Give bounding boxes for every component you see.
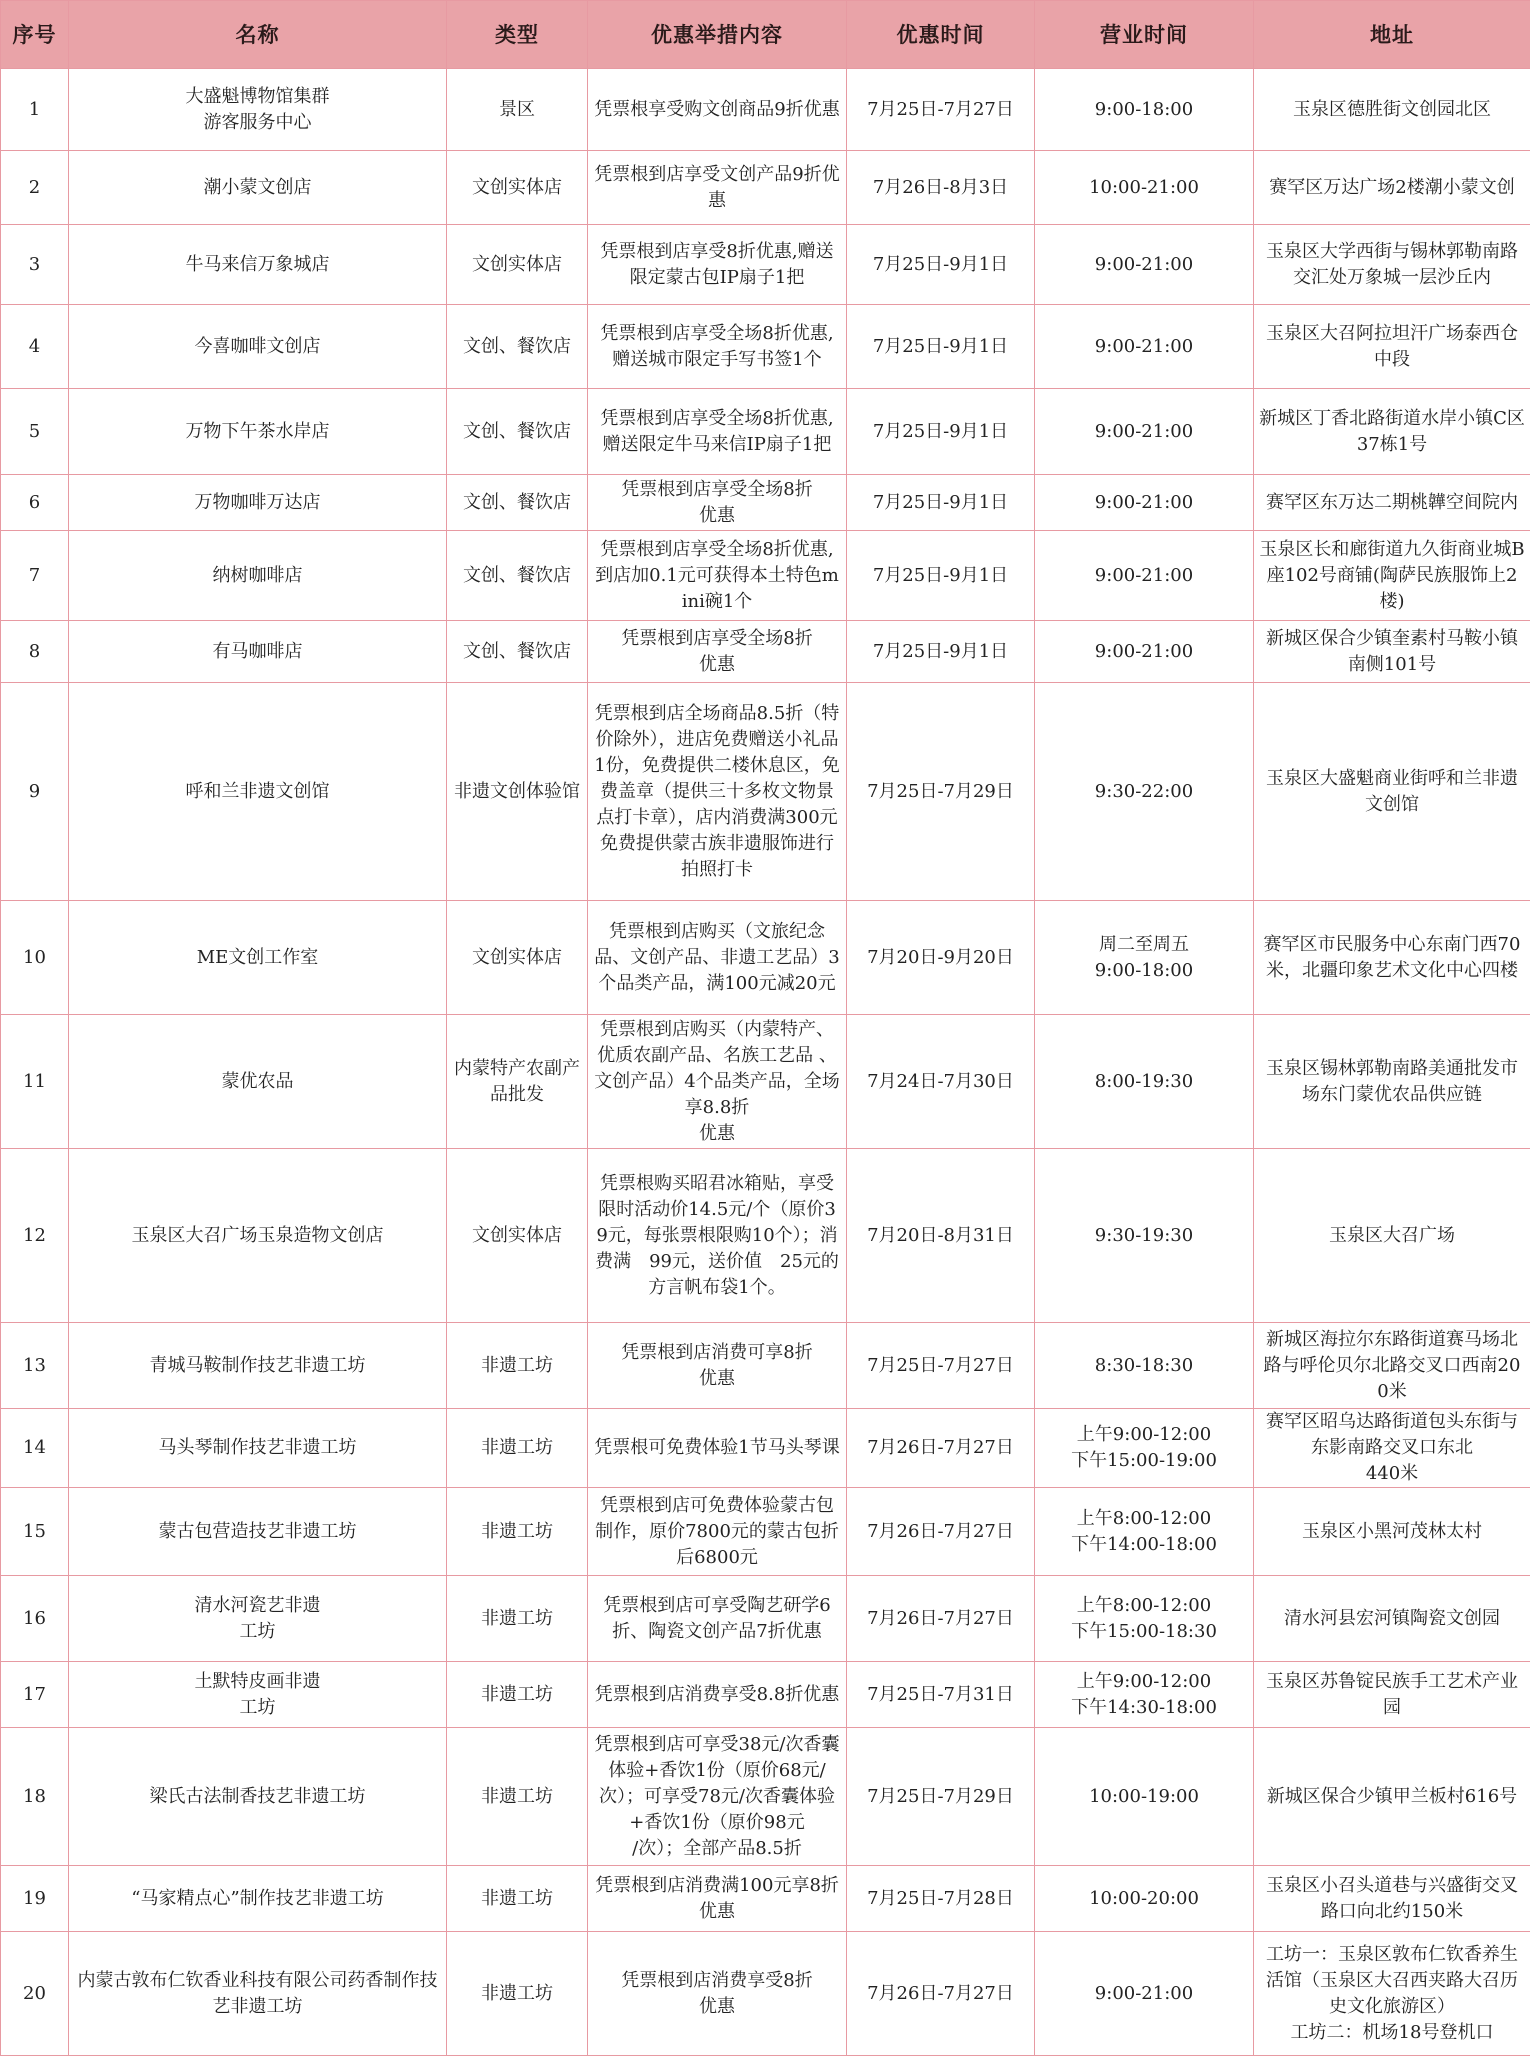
cell-id: 1	[1, 69, 69, 151]
cell-period: 7月25日-7月29日	[847, 683, 1035, 901]
cell-id: 9	[1, 683, 69, 901]
cell-address: 赛罕区市民服务中心东南门西70米，北疆印象艺术文化中心四楼	[1254, 901, 1530, 1015]
cell-type: 景区	[447, 69, 588, 151]
cell-type: 文创实体店	[447, 225, 588, 305]
cell-id: 13	[1, 1323, 69, 1409]
table-row	[1, 1576, 1530, 1662]
cell-address: 玉泉区苏鲁锭民族手工艺术产业园	[1254, 1662, 1530, 1728]
cell-period: 7月24日-7月30日	[847, 1015, 1035, 1149]
table-row	[1, 1323, 1530, 1409]
cell-id: 16	[1, 1576, 69, 1662]
cell-type: 非遗工坊	[447, 1323, 588, 1409]
table-row	[1, 1728, 1530, 1866]
cell-offer: 凭票根到店享受文创产品9折优惠	[588, 151, 847, 225]
cell-period: 7月25日-9月1日	[847, 305, 1035, 389]
cell-id: 14	[1, 1409, 69, 1488]
cell-type: 非遗工坊	[447, 1488, 588, 1576]
table-row	[1, 1932, 1530, 2056]
cell-offer: 凭票根到店享受8折优惠,赠送限定蒙古包IP扇子1把	[588, 225, 847, 305]
cell-address: 新城区保合少镇甲兰板村616号	[1254, 1728, 1530, 1866]
cell-hours: 8:30-18:30	[1035, 1323, 1254, 1409]
cell-type: 非遗工坊	[447, 1866, 588, 1932]
cell-id: 6	[1, 475, 69, 531]
cell-offer: 凭票根到店消费满100元享8折优惠	[588, 1866, 847, 1932]
cell-hours: 10:00-21:00	[1035, 151, 1254, 225]
cell-name: ME文创工作室	[69, 901, 447, 1015]
cell-type: 内蒙特产农副产品批发	[447, 1015, 588, 1149]
cell-period: 7月25日-7月27日	[847, 1323, 1035, 1409]
table-row	[1, 1662, 1530, 1728]
cell-type: 文创、餐饮店	[447, 531, 588, 621]
cell-id: 5	[1, 389, 69, 475]
cell-hours: 上午8:00-12:00 下午14:00-18:00	[1035, 1488, 1254, 1576]
cell-offer: 凭票根到店享受全场8折 优惠	[588, 475, 847, 531]
cell-period: 7月25日-7月31日	[847, 1662, 1035, 1728]
cell-id: 3	[1, 225, 69, 305]
cell-name: 牛马来信万象城店	[69, 225, 447, 305]
cell-hours: 9:00-21:00	[1035, 305, 1254, 389]
table-row	[1, 225, 1530, 305]
cell-hours: 9:30-22:00	[1035, 683, 1254, 901]
cell-id: 7	[1, 531, 69, 621]
cell-period: 7月25日-9月1日	[847, 225, 1035, 305]
cell-type: 文创、餐饮店	[447, 389, 588, 475]
cell-name: 蒙优农品	[69, 1015, 447, 1149]
cell-address: 新城区海拉尔东路街道赛马场北路与呼伦贝尔北路交叉口西南200米	[1254, 1323, 1530, 1409]
cell-period: 7月25日-7月28日	[847, 1866, 1035, 1932]
cell-period: 7月25日-7月27日	[847, 69, 1035, 151]
cell-type: 文创、餐饮店	[447, 621, 588, 683]
cell-period: 7月26日-7月27日	[847, 1576, 1035, 1662]
header-name: 名称	[69, 1, 447, 69]
cell-name: 万物咖啡万达店	[69, 475, 447, 531]
cell-period: 7月25日-9月1日	[847, 531, 1035, 621]
cell-offer: 凭票根到店消费享受8折 优惠	[588, 1932, 847, 2056]
cell-address: 赛罕区东万达二期桃韡空间院内	[1254, 475, 1530, 531]
cell-name: 玉泉区大召广场玉泉造物文创店	[69, 1149, 447, 1323]
cell-type: 文创、餐饮店	[447, 475, 588, 531]
cell-address: 玉泉区大盛魁商业街呼和兰非遗文创馆	[1254, 683, 1530, 901]
cell-hours: 9:00-21:00	[1035, 225, 1254, 305]
cell-offer: 凭票根到店可享受38元/次香囊体验+香饮1份（原价68元/次）；可享受78元/次香囊体验+香饮1份（原价98元 /次）；全部产品8.5折	[588, 1728, 847, 1866]
cell-hours: 上午9:00-12:00 下午15:00-19:00	[1035, 1409, 1254, 1488]
cell-hours: 9:00-21:00	[1035, 389, 1254, 475]
cell-id: 18	[1, 1728, 69, 1866]
cell-type: 非遗工坊	[447, 1662, 588, 1728]
cell-offer: 凭票根到店享受全场8折优惠,赠送城市限定手写书签1个	[588, 305, 847, 389]
cell-name: 有马咖啡店	[69, 621, 447, 683]
cell-offer: 凭票根到店消费可享8折 优惠	[588, 1323, 847, 1409]
cell-offer: 凭票根可免费体验1节马头琴课	[588, 1409, 847, 1488]
table-row	[1, 901, 1530, 1015]
cell-type: 文创实体店	[447, 1149, 588, 1323]
cell-hours: 9:00-21:00	[1035, 1932, 1254, 2056]
cell-offer: 凭票根到店购买（文旅纪念品、文创产品、非遗工艺品）3个品类产品，满100元减20元	[588, 901, 847, 1015]
cell-address: 玉泉区小召头道巷与兴盛街交叉路口向北约150米	[1254, 1866, 1530, 1932]
cell-hours: 9:00-21:00	[1035, 531, 1254, 621]
cell-id: 10	[1, 901, 69, 1015]
cell-address: 工坊一：玉泉区敦布仁钦香养生活馆（玉泉区大召西夹路大召历史文化旅游区） 工坊二：机场18号登机口	[1254, 1932, 1530, 2056]
cell-address: 赛罕区万达广场2楼潮小蒙文创	[1254, 151, 1530, 225]
cell-address: 赛罕区昭乌达路街道包头东街与东影南路交叉口东北 440米	[1254, 1409, 1530, 1488]
header-offer: 优惠举措内容	[588, 1, 847, 69]
cell-name: 纳树咖啡店	[69, 531, 447, 621]
cell-name: 内蒙古敦布仁钦香业科技有限公司药香制作技艺非遗工坊	[69, 1932, 447, 2056]
cell-name: 万物下午茶水岸店	[69, 389, 447, 475]
cell-address: 玉泉区锡林郭勒南路美通批发市场东门蒙优农品供应链	[1254, 1015, 1530, 1149]
cell-period: 7月25日-9月1日	[847, 389, 1035, 475]
cell-offer: 凭票根到店享受全场8折 优惠	[588, 621, 847, 683]
cell-address: 新城区保合少镇奎素村马鞍小镇南侧101号	[1254, 621, 1530, 683]
cell-id: 20	[1, 1932, 69, 2056]
cell-offer: 凭票根到店购买（内蒙特产、优质农副产品、名族工艺品 、文创产品）4个品类产品，全场享8.8折 优惠	[588, 1015, 847, 1149]
cell-name: 潮小蒙文创店	[69, 151, 447, 225]
cell-period: 7月25日-9月1日	[847, 621, 1035, 683]
cell-hours: 8:00-19:30	[1035, 1015, 1254, 1149]
cell-offer: 凭票根到店消费享受8.8折优惠	[588, 1662, 847, 1728]
cell-hours: 9:00-18:00	[1035, 69, 1254, 151]
cell-period: 7月26日-7月27日	[847, 1488, 1035, 1576]
cell-name: 今喜咖啡文创店	[69, 305, 447, 389]
cell-type: 非遗工坊	[447, 1728, 588, 1866]
cell-type: 非遗工坊	[447, 1576, 588, 1662]
table-row	[1, 1866, 1530, 1932]
cell-id: 2	[1, 151, 69, 225]
table-row	[1, 69, 1530, 151]
table-row	[1, 389, 1530, 475]
cell-address: 玉泉区长和廊街道九久街商业城B座102号商铺(陶萨民族服饰上2楼)	[1254, 531, 1530, 621]
table-row	[1, 475, 1530, 531]
cell-hours: 10:00-20:00	[1035, 1866, 1254, 1932]
table-row	[1, 1149, 1530, 1323]
cell-period: 7月20日-9月20日	[847, 901, 1035, 1015]
cell-hours: 9:30-19:30	[1035, 1149, 1254, 1323]
cell-offer: 凭票根到店可享受陶艺研学6折、陶瓷文创产品7折优惠	[588, 1576, 847, 1662]
cell-hours: 上午8:00-12:00 下午15:00-18:30	[1035, 1576, 1254, 1662]
cell-offer: 凭票根到店享受全场8折优惠,赠送限定牛马来信IP扇子1把	[588, 389, 847, 475]
cell-type: 文创实体店	[447, 901, 588, 1015]
table-row	[1, 531, 1530, 621]
cell-period: 7月25日-7月29日	[847, 1728, 1035, 1866]
cell-id: 11	[1, 1015, 69, 1149]
cell-period: 7月26日-8月3日	[847, 151, 1035, 225]
cell-period: 7月20日-8月31日	[847, 1149, 1035, 1323]
cell-name: “马家精点心”制作技艺非遗工坊	[69, 1866, 447, 1932]
cell-name: 梁氏古法制香技艺非遗工坊	[69, 1728, 447, 1866]
header-row	[1, 1, 1530, 69]
cell-address: 玉泉区大学西街与锡林郭勒南路交汇处万象城一层沙丘内	[1254, 225, 1530, 305]
cell-name: 大盛魁博物馆集群 游客服务中心	[69, 69, 447, 151]
cell-offer: 凭票根到店享受全场8折优惠,到店加0.1元可获得本土特色mini碗1个	[588, 531, 847, 621]
header-period: 优惠时间	[847, 1, 1035, 69]
cell-offer: 凭票根购买昭君冰箱贴，享受限时活动价14.5元/个（原价39元，每张票根限购10个）；消费满 99元，送价值 25元的方言帆布袋1个。	[588, 1149, 847, 1323]
header-hours: 营业时间	[1035, 1, 1254, 69]
cell-hours: 9:00-21:00	[1035, 621, 1254, 683]
cell-id: 8	[1, 621, 69, 683]
cell-name: 土默特皮画非遗 工坊	[69, 1662, 447, 1728]
table-body	[1, 69, 1530, 2056]
table-row	[1, 1409, 1530, 1488]
cell-type: 文创、餐饮店	[447, 305, 588, 389]
cell-type: 非遗工坊	[447, 1409, 588, 1488]
cell-name: 呼和兰非遗文创馆	[69, 683, 447, 901]
cell-type: 非遗文创体验馆	[447, 683, 588, 901]
cell-name: 青城马鞍制作技艺非遗工坊	[69, 1323, 447, 1409]
cell-id: 17	[1, 1662, 69, 1728]
cell-type: 非遗工坊	[447, 1932, 588, 2056]
table-row	[1, 305, 1530, 389]
cell-id: 4	[1, 305, 69, 389]
header-type: 类型	[447, 1, 588, 69]
cell-name: 马头琴制作技艺非遗工坊	[69, 1409, 447, 1488]
cell-address: 新城区丁香北路街道水岸小镇C区37栋1号	[1254, 389, 1530, 475]
cell-address: 玉泉区大召阿拉坦汗广场泰西仓中段	[1254, 305, 1530, 389]
header-address: 地址	[1254, 1, 1530, 69]
cell-name: 清水河瓷艺非遗 工坊	[69, 1576, 447, 1662]
cell-offer: 凭票根享受购文创商品9折优惠	[588, 69, 847, 151]
cell-address: 玉泉区德胜街文创园北区	[1254, 69, 1530, 151]
table-row	[1, 1015, 1530, 1149]
cell-offer: 凭票根到店全场商品8.5折（特价除外），进店免费赠送小礼品1份，免费提供二楼休息区，免费盖章（提供三十多枚文物景点打卡章），店内消费满300元免费提供蒙古族非遗服饰进行拍照打卡	[588, 683, 847, 901]
cell-hours: 10:00-19:00	[1035, 1728, 1254, 1866]
cell-id: 19	[1, 1866, 69, 1932]
cell-id: 12	[1, 1149, 69, 1323]
cell-type: 文创实体店	[447, 151, 588, 225]
cell-hours: 9:00-21:00	[1035, 475, 1254, 531]
cell-address: 玉泉区小黑河茂林太村	[1254, 1488, 1530, 1576]
table-row	[1, 621, 1530, 683]
cell-address: 清水河县宏河镇陶瓷文创园	[1254, 1576, 1530, 1662]
cell-hours: 上午9:00-12:00 下午14:30-18:00	[1035, 1662, 1254, 1728]
cell-period: 7月26日-7月27日	[847, 1409, 1035, 1488]
cell-period: 7月26日-7月27日	[847, 1932, 1035, 2056]
cell-period: 7月25日-9月1日	[847, 475, 1035, 531]
cell-name: 蒙古包营造技艺非遗工坊	[69, 1488, 447, 1576]
header-id: 序号	[1, 1, 69, 69]
cell-address: 玉泉区大召广场	[1254, 1149, 1530, 1323]
cell-hours: 周二至周五 9:00-18:00	[1035, 901, 1254, 1015]
cell-id: 15	[1, 1488, 69, 1576]
table-row	[1, 683, 1530, 901]
cell-offer: 凭票根到店可免费体验蒙古包制作，原价7800元的蒙古包折后6800元	[588, 1488, 847, 1576]
table-row	[1, 151, 1530, 225]
table-row	[1, 1488, 1530, 1576]
